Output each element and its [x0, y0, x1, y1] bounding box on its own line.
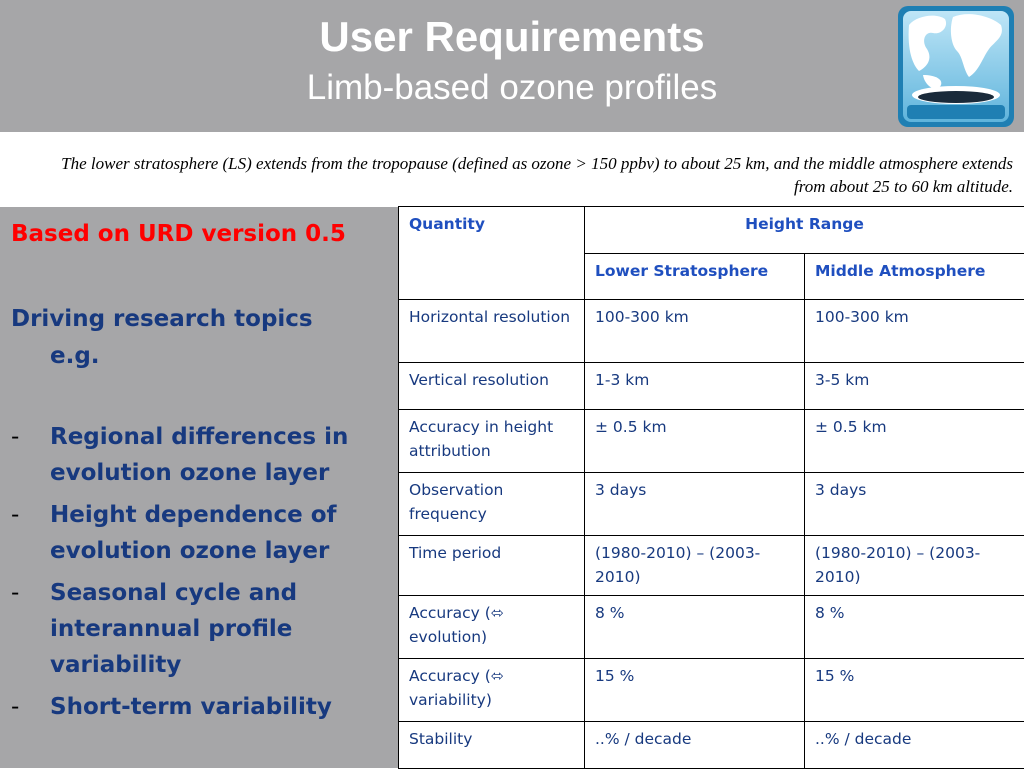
quantity-cell: Accuracy (⬄ evolution) — [399, 596, 585, 659]
table-row — [399, 410, 1024, 473]
ls-cell: ± 0.5 km — [585, 410, 805, 473]
driving-topics-heading — [11, 301, 381, 375]
slide-title: User Requirements — [0, 12, 1024, 62]
driving-topics-line: Driving research topics — [11, 306, 313, 332]
topic-text: Short-term variability — [50, 694, 332, 720]
globe-logo-icon — [897, 5, 1015, 128]
quantity-header: Quantity — [399, 207, 585, 300]
table-row — [399, 536, 1024, 596]
ma-cell: ± 0.5 km — [805, 410, 1024, 473]
quantity-cell: Time period — [399, 536, 585, 596]
middle-atmosphere-header: Middle Atmosphere — [805, 254, 1024, 300]
table-row — [399, 659, 1024, 722]
slide-subtitle: Limb-based ozone profiles — [0, 66, 1024, 110]
topic-text: Regional differences in evolution ozone layer — [50, 424, 348, 486]
quantity-cell: Accuracy (⬄ variability) — [399, 659, 585, 722]
topics-list — [11, 419, 391, 731]
ma-cell: ..% / decade — [805, 722, 1024, 769]
list-item — [11, 419, 391, 491]
ma-cell: 3 days — [805, 473, 1024, 536]
bullet-dash: - — [11, 497, 19, 533]
height-range-header: Height Range — [585, 207, 1024, 254]
urd-version-heading: Based on URD version 0.5 — [11, 219, 346, 249]
ls-cell: 1-3 km — [585, 363, 805, 410]
table-row — [399, 473, 1024, 536]
ma-cell: (1980-2010) – (2003-2010) — [805, 536, 1024, 596]
bullet-dash: - — [11, 575, 19, 611]
list-item — [11, 689, 391, 725]
ls-cell: (1980-2010) – (2003-2010) — [585, 536, 805, 596]
quantity-cell: Vertical resolution — [399, 363, 585, 410]
ls-cell: 3 days — [585, 473, 805, 536]
list-item — [11, 575, 391, 683]
table-row — [399, 363, 1024, 410]
table-row — [399, 596, 1024, 659]
ma-cell: 3-5 km — [805, 363, 1024, 410]
requirements-table — [398, 206, 1024, 769]
ma-cell: 15 % — [805, 659, 1024, 722]
topic-text: Seasonal cycle and interannual profile variability — [50, 580, 297, 678]
quantity-cell: Accuracy in height attribution — [399, 410, 585, 473]
driving-topics-eg: e.g. — [11, 338, 381, 375]
quantity-cell: Horizontal resolution — [399, 300, 585, 363]
header-bar — [0, 0, 1024, 132]
bullet-dash: - — [11, 689, 19, 725]
topic-text: Height dependence of evolution ozone layer — [50, 502, 337, 564]
list-item — [11, 497, 391, 569]
ma-cell: 8 % — [805, 596, 1024, 659]
bullet-dash: - — [11, 419, 19, 455]
table-row — [399, 722, 1024, 769]
ls-cell: 100-300 km — [585, 300, 805, 363]
table-row — [399, 300, 1024, 363]
lower-stratosphere-header: Lower Stratosphere — [585, 254, 805, 300]
ls-cell: ..% / decade — [585, 722, 805, 769]
ma-cell: 100-300 km — [805, 300, 1024, 363]
quantity-cell: Observation frequency — [399, 473, 585, 536]
left-panel — [0, 207, 398, 768]
table-header-row — [399, 207, 1024, 254]
ls-cell: 8 % — [585, 596, 805, 659]
intro-text: The lower stratosphere (LS) extends from the tropopause (defined as ozone > 150 ppbv) to about 25 km, and the middle atmosphere extends from about 25 to 60 km altitude. — [53, 152, 1013, 198]
quantity-cell: Stability — [399, 722, 585, 769]
ls-cell: 15 % — [585, 659, 805, 722]
